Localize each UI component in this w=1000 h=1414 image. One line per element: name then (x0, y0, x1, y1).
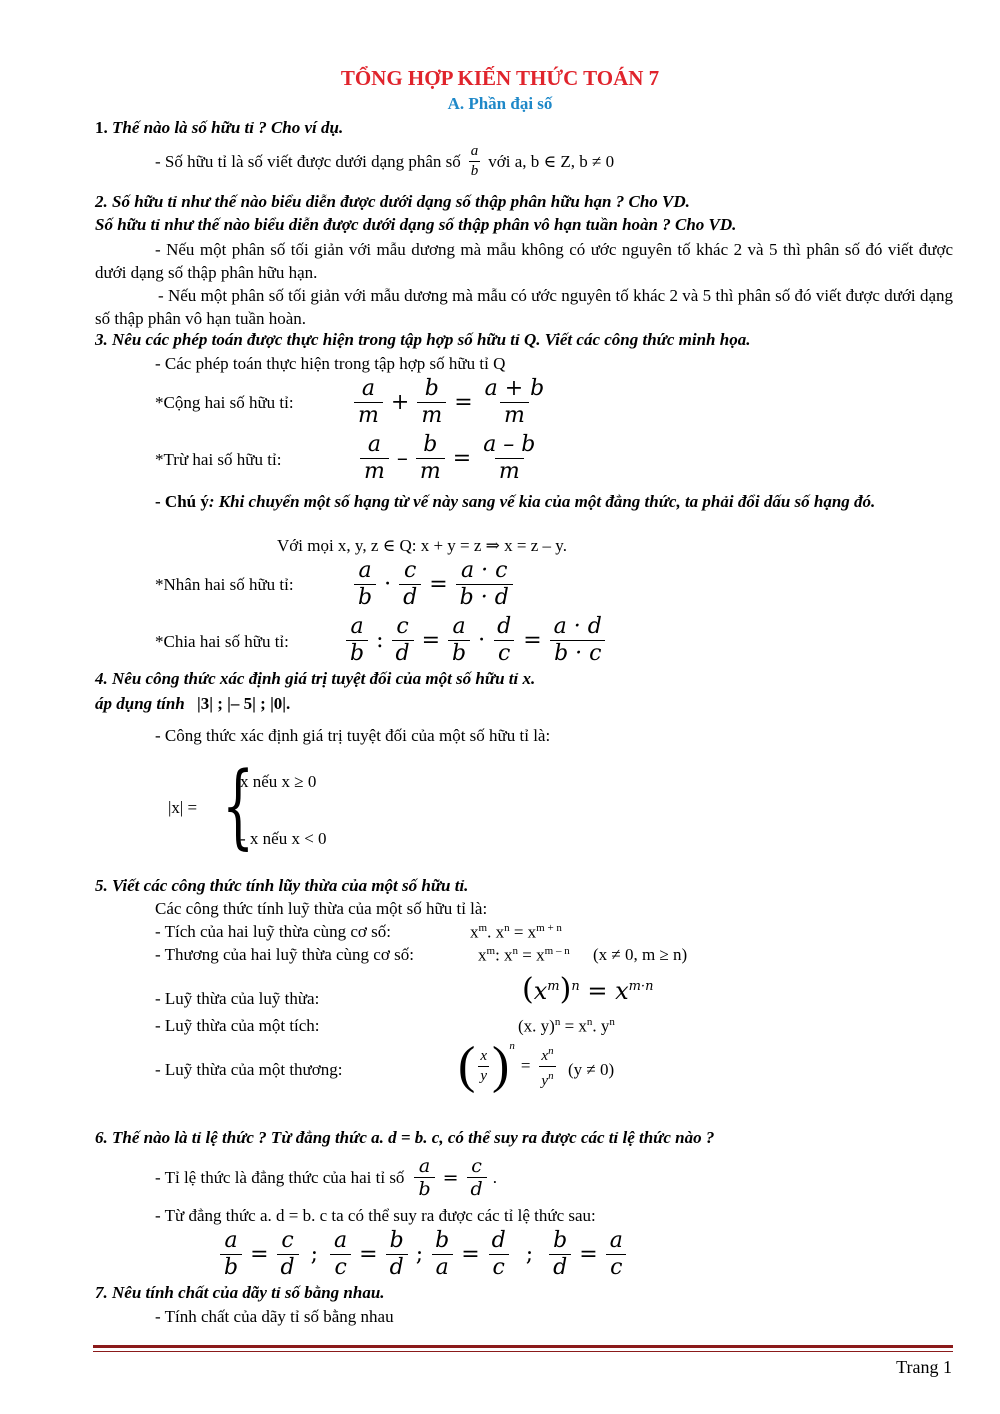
power-quotient-formula: $x^m$: $x^n = x^{m - n}$ (478, 945, 570, 965)
question-2-line-1: 2. Số hữu tỉ như thế nào biểu diễn được dưới dạng số thập phân hữu hạn ? Cho VD. (95, 192, 690, 211)
question-4-line-2 (95, 694, 290, 714)
power-of-quotient-label: - Luỹ thừa của một thương: (155, 1060, 343, 1079)
power-quotient-label: - Thương của hai luỹ thừa cùng cơ số: (155, 945, 414, 964)
q7-answer: - Tính chất của dãy tỉ số bằng nhau (155, 1307, 394, 1326)
note-text: : Khi chuyển một số hạng từ vế này sang vế kia của một đẳng thức, ta phải đổi dấu số hạng đó. (208, 492, 876, 511)
footer-rule-thin (93, 1351, 953, 1352)
question-1 (95, 118, 343, 138)
subtraction-label: *Trừ hai số hữu tỉ: (155, 450, 282, 469)
left-brace: { (222, 752, 255, 859)
addition-formula: $\frac{a}{m}$ + $\frac{b}{m}$ = $\frac{a + b}{m}$ (352, 376, 550, 429)
division-formula: $\frac{a}{b}$ : $\frac{c}{d}$ = $\frac{a}{b}$ · $\frac{d}{c}$ = $\frac{a \cdot d}{b \cdot c}$ (344, 614, 608, 667)
power-of-power-formula: $(x^m)^n = x^{m\cdot n}$ (522, 972, 654, 1007)
power-of-product-label: - Luỹ thừa của một tích: (155, 1016, 320, 1035)
ratio-equality: $\frac{a}{b}$ = $\frac{c}{d}$ (412, 1155, 488, 1200)
power-of-quotient-formula: ( $\frac{x}{y}$ ) $^n$ = $\frac{x^n}{y^n}$ (458, 1037, 554, 1094)
section-heading: A. Phần đại số (447, 94, 553, 113)
document-title: TỔNG HỢP KIẾN THỨC TOÁN 7 (340, 66, 660, 90)
power-of-quotient-condition: (y ≠ 0) (568, 1060, 615, 1079)
question-4-apply: áp dụng tính (95, 694, 185, 713)
q6-definition-lead: - Tỉ lệ thức là đẳng thức của hai tỉ số (155, 1167, 405, 1187)
q3-intro: - Các phép toán thực hiện trong tập hợp số hữu tỉ Q (155, 354, 506, 373)
power-quotient-condition: (x ≠ 0, m ≥ n) (593, 945, 688, 964)
q5-intro: Các công thức tính luỹ thừa của một số hữu tỉ là: (155, 899, 488, 918)
q1-answer-tail: với a, b ∈ Z, b ≠ 0 (488, 151, 615, 171)
q1-answer (155, 142, 614, 181)
note-formula: Với mọi x, y, z ∈ Q: x + y = z ⇒ x = z – y. (277, 536, 567, 555)
question-6: 6. Thế nào là tỉ lệ thức ? Từ đẳng thức a. d = b. c, có thể suy ra được các tỉ lệ thức nào ? (95, 1128, 715, 1147)
question-4-line-1: 4. Nêu công thức xác định giá trị tuyệt đối của một số hữu tỉ x. (95, 669, 536, 688)
derived-proportions: $\frac{a}{b}$ = $\frac{c}{d}$ ; $\frac{a}{c}$ = $\frac{b}{d}$ ; $\frac{b}{a}$ = $\frac{d}{c}$ ; $\frac{b}{d}$ = $\frac{a}{c}$ (218, 1228, 629, 1281)
q1-answer-lead: - Số hữu tỉ là số viết được dưới dạng phân số (155, 151, 461, 171)
division-label: *Chia hai số hữu tỉ: (155, 632, 289, 651)
addition-label: *Cộng hai số hữu tỉ: (155, 393, 294, 412)
power-product-label: - Tích của hai luỹ thừa cùng cơ số: (155, 922, 391, 941)
page-number: Trang 1 (896, 1357, 952, 1377)
q2-paragraph-2: - Nếu một phân số tối giản với mẫu dương mà mẫu có ước nguyên tố khác 2 và 5 thì phân số đó viết được dưới dạng số thập phân vô hạn tuần hoàn. (95, 286, 953, 328)
fraction-a-over-b: $\frac{a}{b}$ (470, 143, 479, 179)
q2-paragraph-1: - Nếu một phân số tối giản với mẫu dương mà mẫu không có ước nguyên tố khác 2 và 5 thì phân số đó viết được dưới dạng số thập phân hữu hạn. (95, 240, 953, 282)
question-5: 5. Viết các công thức tính lũy thừa của một số hữu tỉ. (95, 876, 469, 895)
subtraction-formula: $\frac{a}{m}$ – $\frac{b}{m}$ = $\frac{a - b}{m}$ (358, 432, 541, 485)
power-product-formula: $x^m$. $x^n = x^{m + n}$ (470, 922, 562, 942)
footer-rule-thick (93, 1345, 953, 1348)
question-2-line-2: Số hữu tỉ như thế nào biểu diễn được dưới dạng số thập phân vô hạn tuần hoàn ? Cho VD. (95, 215, 737, 234)
question-1-text: Thế nào là số hữu tỉ ? Cho ví dụ. (107, 118, 344, 137)
multiplication-label: *Nhân hai số hữu tỉ: (155, 575, 294, 594)
power-of-product-formula: (x. $y)^n = x^n$. $y^n$ (518, 1016, 615, 1036)
multiplication-formula: $\frac{a}{b}$ · $\frac{c}{d}$ = $\frac{a \cdot c}{b \cdot d}$ (352, 558, 515, 611)
note-lead: - Chú ý (155, 492, 209, 511)
abs-case-positive: x nếu x ≥ 0 (240, 772, 317, 791)
abs-value-lhs: |x| = (168, 798, 198, 817)
abs-case-negative: - x nếu x < 0 (240, 829, 327, 848)
question-7: 7. Nêu tính chất của dãy tỉ số bằng nhau. (95, 1283, 385, 1302)
question-4-expression: |3| ; |– 5| ; |0|. (197, 694, 291, 713)
note-paragraph (95, 490, 953, 513)
q4-answer: - Công thức xác định giá trị tuyệt đối của một số hữu tỉ là: (155, 726, 551, 745)
q6-derive: - Từ đẳng thức a. d = b. c ta có thể suy ra được các tỉ lệ thức sau: (155, 1206, 596, 1225)
question-1-number: 1. (95, 118, 108, 137)
q6-definition: - Tỉ lệ thức là đẳng thức của hai tỉ số $\frac{a}{b}$ = $\frac{c}{d}$ . (155, 1155, 497, 1200)
power-of-power-label: - Luỹ thừa của luỹ thừa: (155, 989, 320, 1008)
question-3: 3. Nêu các phép toán được thực hiện trong tập hợp số hữu tỉ Q. Viết các công thức minh họa. (95, 330, 751, 349)
